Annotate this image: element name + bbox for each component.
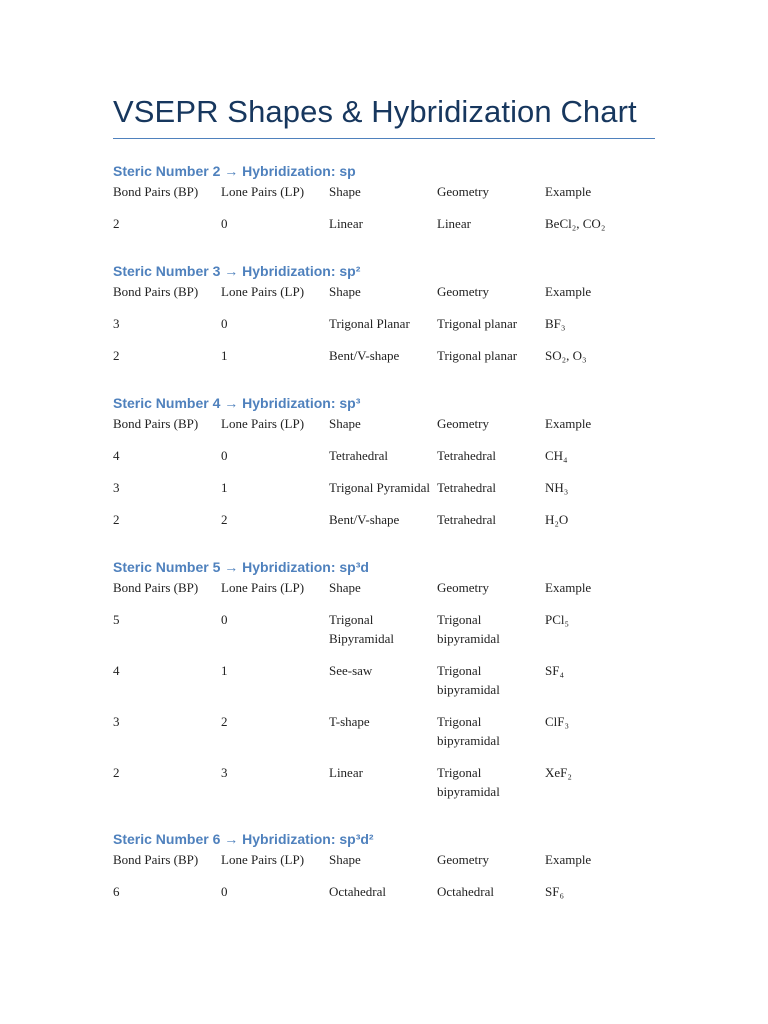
cell-shape: Trigonal Bipyramidal: [329, 612, 394, 646]
header-shape: Shape: [329, 284, 361, 299]
header-example: Example: [545, 284, 592, 299]
cell-example: PCl₅: [545, 612, 570, 627]
header-example: Example: [545, 184, 592, 199]
cell-geometry: Linear: [437, 216, 471, 231]
cell-shape: See-saw: [329, 663, 373, 678]
cell-shape: Bent/V-shape: [329, 512, 400, 527]
cell-example: BF₃: [545, 316, 566, 331]
cell-shape: Octahedral: [329, 884, 387, 899]
section-heading: Steric Number 4 → Hybridization: sp³: [113, 395, 361, 411]
header-example: Example: [545, 852, 592, 867]
cell-example: CH₄: [545, 448, 568, 463]
cell-bond-pairs: 2: [113, 765, 120, 780]
section-steric-5: [113, 556, 673, 814]
header-example: Example: [545, 416, 592, 431]
cell-geometry: Trigonal bipyramidal: [437, 663, 500, 697]
section-heading: Steric Number 6 → Hybridization: sp³d²: [113, 831, 374, 847]
header-lone-pairs: Lone Pairs (LP): [221, 284, 305, 299]
cell-geometry: Tetrahedral: [437, 512, 496, 527]
table-row: [113, 763, 653, 814]
section-heading: Steric Number 3 → Hybridization: sp²: [113, 263, 361, 279]
header-geometry: Geometry: [437, 852, 489, 867]
header-example: Example: [545, 580, 592, 595]
cell-lone-pairs: 1: [221, 663, 228, 678]
header-geometry: Geometry: [437, 284, 489, 299]
cell-geometry: Tetrahedral: [437, 480, 496, 495]
header-shape: Shape: [329, 852, 361, 867]
cell-bond-pairs: 2: [113, 216, 120, 231]
table-row: [113, 446, 653, 478]
table-row: [113, 510, 653, 542]
header-lone-pairs: Lone Pairs (LP): [221, 416, 305, 431]
cell-example: SF₄: [545, 663, 564, 678]
header-row: [113, 282, 653, 314]
cell-shape: T-shape: [329, 714, 370, 729]
cell-geometry: Trigonal bipyramidal: [437, 612, 500, 646]
header-lone-pairs: Lone Pairs (LP): [221, 184, 305, 199]
cell-bond-pairs: 4: [113, 663, 120, 678]
cell-example: H₂O: [545, 512, 569, 527]
cell-lone-pairs: 2: [221, 512, 228, 527]
header-row: [113, 850, 653, 882]
table-row: [113, 478, 653, 510]
cell-geometry: Trigonal bipyramidal: [437, 714, 500, 748]
table-row: [113, 346, 653, 378]
table-row: [113, 712, 653, 763]
cell-lone-pairs: 0: [221, 612, 228, 627]
cell-shape: Linear: [329, 216, 363, 231]
cell-bond-pairs: 6: [113, 884, 120, 899]
cell-shape: Trigonal Pyramidal: [329, 480, 430, 495]
header-row: [113, 578, 653, 610]
cell-bond-pairs: 2: [113, 348, 120, 363]
section-steric-3: [113, 260, 673, 378]
cell-shape: Linear: [329, 765, 363, 780]
table-row: [113, 314, 653, 346]
header-geometry: Geometry: [437, 184, 489, 199]
header-shape: Shape: [329, 184, 361, 199]
vsepr-table: [113, 182, 653, 246]
header-lone-pairs: Lone Pairs (LP): [221, 580, 305, 595]
cell-lone-pairs: 0: [221, 448, 228, 463]
cell-geometry: Tetrahedral: [437, 448, 496, 463]
cell-example: XeF₂: [545, 765, 572, 780]
cell-geometry: Octahedral: [437, 884, 495, 899]
table-row: [113, 882, 653, 914]
cell-bond-pairs: 2: [113, 512, 120, 527]
header-bond-pairs: Bond Pairs (BP): [113, 852, 199, 867]
cell-bond-pairs: 5: [113, 612, 120, 627]
cell-bond-pairs: 4: [113, 448, 120, 463]
cell-example: ClF₃: [545, 714, 570, 729]
cell-shape: Trigonal Planar: [329, 316, 410, 331]
cell-bond-pairs: 3: [113, 316, 120, 331]
table-row: [113, 214, 653, 246]
header-geometry: Geometry: [437, 580, 489, 595]
table-row: [113, 610, 653, 661]
section-steric-2: [113, 160, 673, 246]
sections-container: [113, 160, 673, 928]
cell-bond-pairs: 3: [113, 714, 120, 729]
vsepr-table: [113, 578, 653, 814]
cell-example: SO₂, O₃: [545, 348, 587, 363]
header-bond-pairs: Bond Pairs (BP): [113, 416, 199, 431]
cell-example: BeCl₂, CO₂: [545, 216, 606, 231]
header-lone-pairs: Lone Pairs (LP): [221, 852, 305, 867]
cell-bond-pairs: 3: [113, 480, 120, 495]
title-underline: [113, 138, 655, 139]
table-row: [113, 661, 653, 712]
cell-lone-pairs: 3: [221, 765, 228, 780]
vsepr-table: [113, 850, 653, 914]
header-row: [113, 414, 653, 446]
cell-geometry: Trigonal planar: [437, 316, 518, 331]
cell-example: NH₃: [545, 480, 569, 495]
cell-geometry: Trigonal bipyramidal: [437, 765, 500, 799]
cell-lone-pairs: 0: [221, 884, 228, 899]
page-title: VSEPR Shapes & Hybridization Chart: [113, 94, 637, 129]
cell-lone-pairs: 2: [221, 714, 228, 729]
cell-lone-pairs: 0: [221, 216, 228, 231]
cell-geometry: Trigonal planar: [437, 348, 518, 363]
section-heading: Steric Number 2 → Hybridization: sp: [113, 163, 356, 179]
header-shape: Shape: [329, 580, 361, 595]
cell-shape: Tetrahedral: [329, 448, 388, 463]
cell-example: SF₆: [545, 884, 564, 899]
section-steric-6: [113, 828, 673, 914]
vsepr-table: [113, 414, 653, 542]
section-heading: Steric Number 5 → Hybridization: sp³d: [113, 559, 369, 575]
cell-lone-pairs: 0: [221, 316, 228, 331]
cell-lone-pairs: 1: [221, 480, 228, 495]
section-steric-4: [113, 392, 673, 542]
vsepr-table: [113, 282, 653, 378]
header-bond-pairs: Bond Pairs (BP): [113, 580, 199, 595]
cell-lone-pairs: 1: [221, 348, 228, 363]
cell-shape: Bent/V-shape: [329, 348, 400, 363]
header-geometry: Geometry: [437, 416, 489, 431]
header-bond-pairs: Bond Pairs (BP): [113, 184, 199, 199]
header-bond-pairs: Bond Pairs (BP): [113, 284, 199, 299]
header-shape: Shape: [329, 416, 361, 431]
header-row: [113, 182, 653, 214]
